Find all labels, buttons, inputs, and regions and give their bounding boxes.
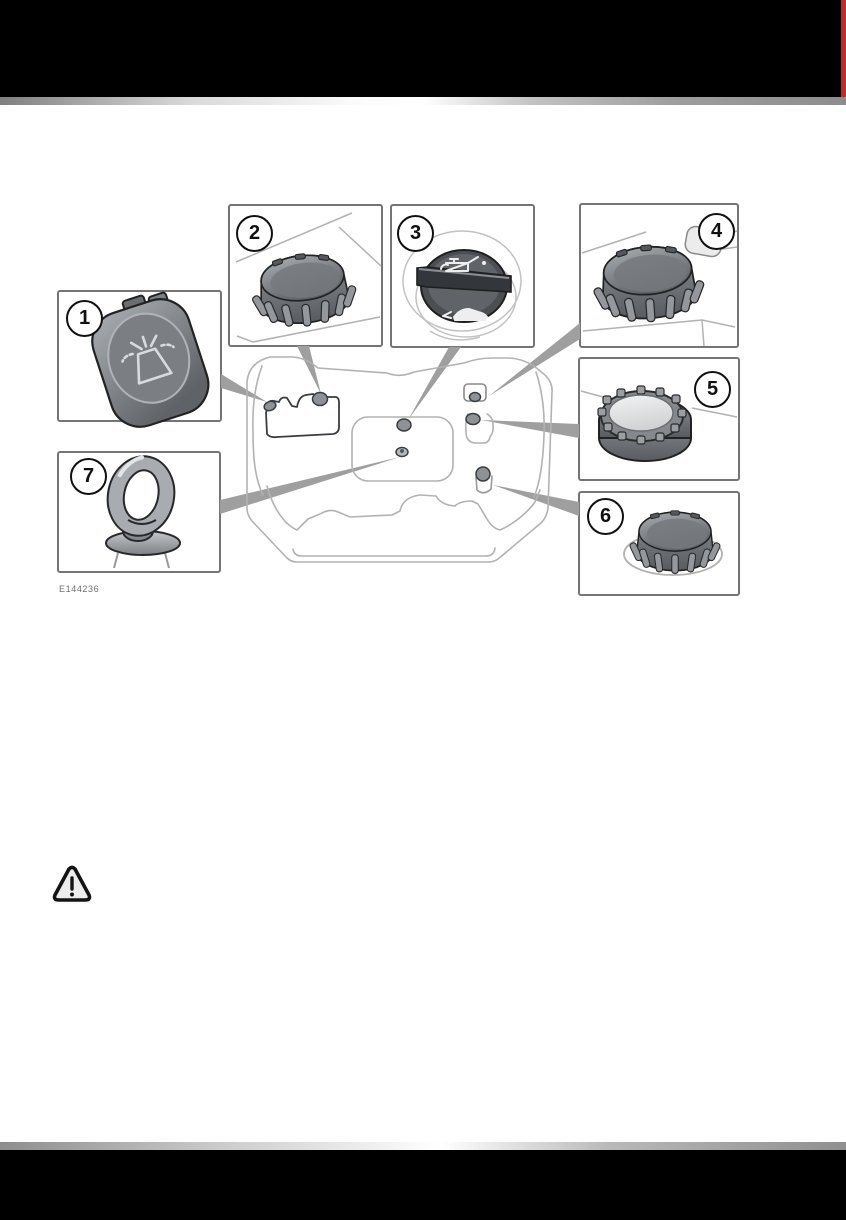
bay-cap-2 bbox=[313, 393, 328, 406]
figure-code-label: E144236 bbox=[59, 584, 100, 594]
bay-cap-3 bbox=[397, 419, 411, 431]
callout-badge-7: 7 bbox=[70, 458, 107, 495]
callout-badge-5: 5 bbox=[694, 371, 731, 408]
callout-badge-2: 2 bbox=[236, 215, 273, 252]
engine-bay-top-view bbox=[247, 357, 552, 562]
bay-cap-6 bbox=[476, 467, 490, 481]
callout-badge-3: 3 bbox=[397, 215, 434, 252]
bay-cap-5 bbox=[466, 414, 480, 425]
leader-line-5 bbox=[481, 420, 579, 438]
callout-badge-4: 4 bbox=[698, 213, 735, 250]
leader-line-1 bbox=[221, 374, 267, 402]
footer-shine-strip bbox=[0, 1142, 846, 1150]
callout-badge-1: 1 bbox=[66, 300, 103, 337]
callout-badge-6: 6 bbox=[587, 498, 624, 535]
leader-line-3 bbox=[408, 347, 461, 420]
leader-line-2 bbox=[297, 346, 321, 394]
bay-cap-4 bbox=[470, 393, 481, 402]
warning-triangle-icon bbox=[55, 868, 90, 901]
footer-bar bbox=[0, 1150, 846, 1220]
